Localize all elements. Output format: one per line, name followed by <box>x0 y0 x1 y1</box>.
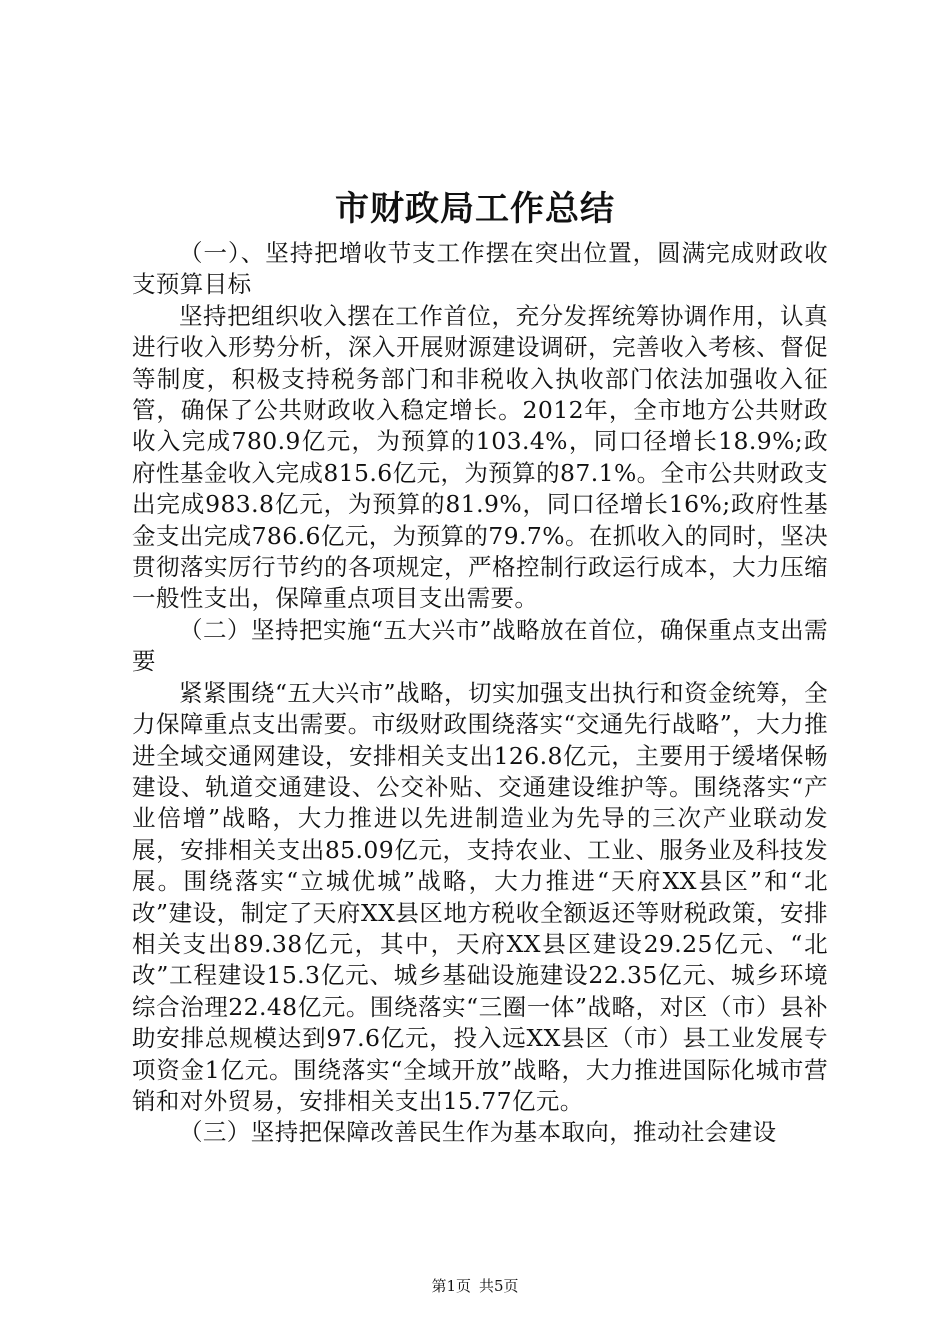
page-footer <box>0 1276 950 1296</box>
section-heading-3: （三）坚持把保障改善民生作为基本取向，推动社会建设 <box>179 1118 777 1147</box>
page-total: 共5页 <box>479 1277 519 1295</box>
section-heading-2: （二）坚持把实施“五大兴市”战略放在首位，确保重点支出需要 <box>132 615 828 676</box>
document-title: 市财政局工作总结 <box>335 189 615 229</box>
document-body <box>132 238 828 1149</box>
body-paragraph-1: 坚持把组织收入摆在工作首位，充分发挥统筹协调作用，认真进行收入形势分析，深入开展财源建设调研，完善收入考核、督促等制度，积极支持税务部门和非税收入执收部门依法加强收入征管，确保了公共财政收入稳定增长。2012年，全市地方公共财政收入完成780.9亿元，为预算的103.4%，同口径增长18.9%;政府性基金收入完成815.6亿元，为预算的87.1%。全市公共财政支出完成983.8亿元，为预算的81.9%，同口径增长16%;政府性基金支出完成786.6亿元，为预算的79.7%。在抓收入的同时，坚决贯彻落实厉行节约的各项规定，严格控制行政运行成本，大力压缩一般性支出，保障重点项目支出需要。 <box>132 301 828 613</box>
page-number: 第1页 <box>431 1277 471 1295</box>
body-paragraph-2: 紧紧围绕“五大兴市”战略，切实加强支出执行和资金统筹，全力保障重点支出需要。市级财政围绕落实“交通先行战略”，大力推进全域交通网建设，安排相关支出126.8亿元，主要用于缓堵保畅建设、轨道交通建设、公交补贴、交通建设维护等。围绕落实“产业倍增”战略，大力推进以先进制造业为先导的三次产业联动发展，安排相关支出85.09亿元，支持农业、工业、服务业及科技发展。围绕落实“立城优城”战略，大力推进“天府XX县区”和“北改”建设，制定了天府XX县区地方税收全额返还等财税政策，安排相关支出89.38亿元，其中，天府XX县区建设29.25亿元、“北改”工程建设15.3亿元、城乡基础设施建设22.35亿元、城乡环境综合治理22.48亿元。围绕落实“三圈一体”战略，对区（市）县补助安排总规模达到97.6亿元，投入远XX县区（市）县工业发展专项资金1亿元。围绕落实“全域开放”战略，大力推进国际化城市营销和对外贸易，安排相关支出15.77亿元。 <box>132 678 828 1115</box>
section-heading-1: （一）、坚持把增收节支工作摆在突出位置，圆满完成财政收支预算目标 <box>132 239 828 299</box>
